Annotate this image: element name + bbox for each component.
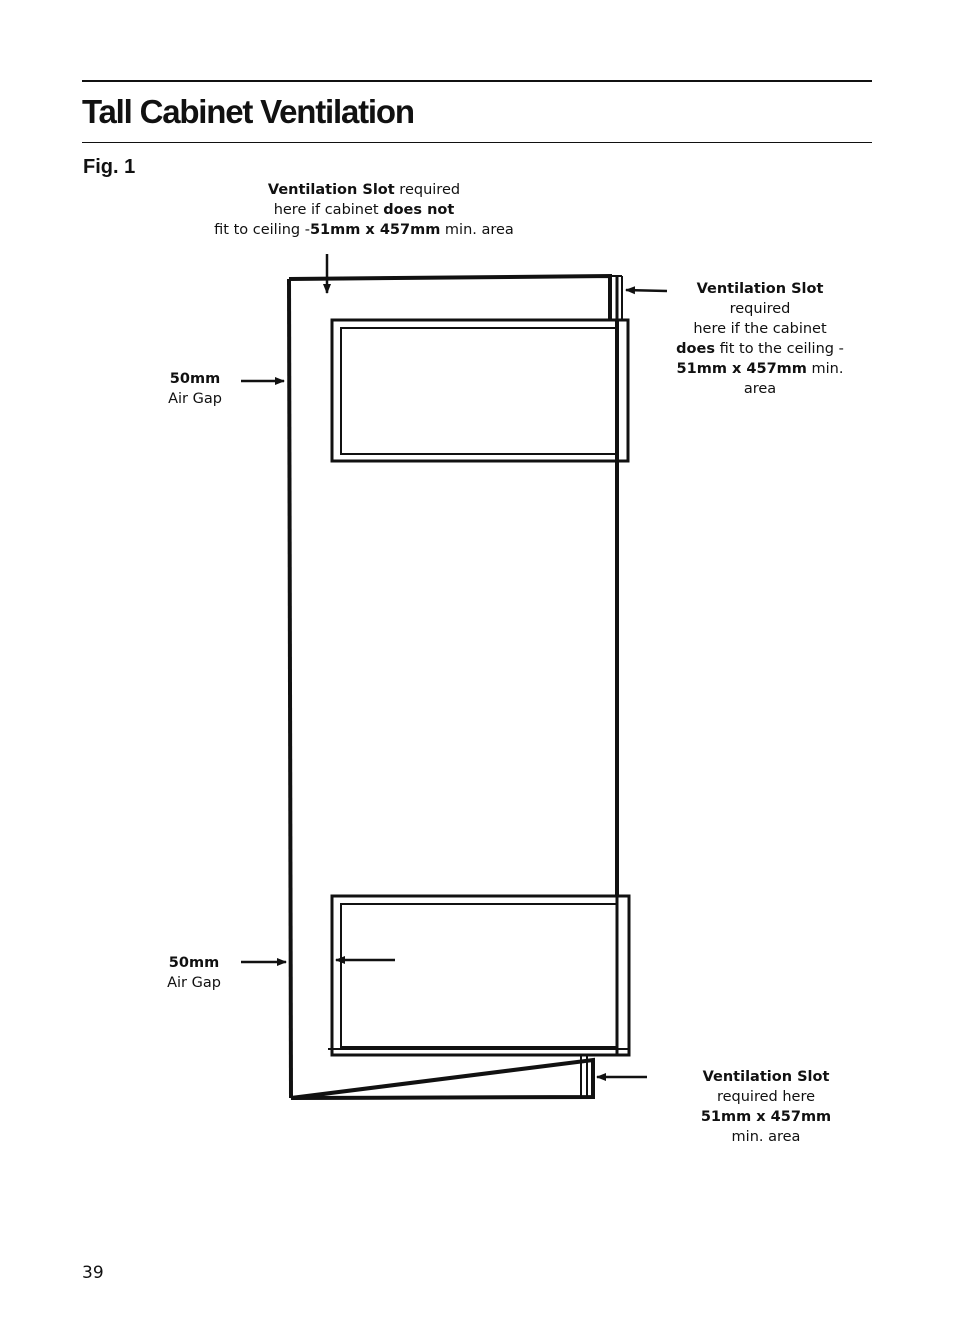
cabinet-left-side	[289, 279, 291, 1098]
right-vent-note-heading: Ventilation Slot	[696, 281, 824, 297]
top-air-gap-label: Air Gap	[168, 391, 222, 407]
bottom-vent-note-dimension: 51mm x 457mm	[700, 1109, 832, 1125]
page-number: 39	[82, 1263, 104, 1283]
cabinet-outline	[289, 276, 617, 1098]
top-vent-note-emphasis: does not	[383, 202, 455, 218]
top-vent-note-text: required	[394, 182, 461, 198]
right-vent-note-text: here if the cabinet	[693, 321, 827, 337]
bottom-vent-note-heading: Ventilation Slot	[702, 1069, 830, 1085]
right-vent-note-dimension: 51mm x 457mm	[676, 361, 807, 377]
right-vent-note-text: fit to the ceiling -	[714, 341, 844, 357]
top-vent-note-text: here if cabinet	[273, 202, 384, 218]
upper-appliance-inner	[341, 328, 617, 454]
right-vent-note-emphasis: does	[676, 341, 715, 357]
bottom-air-gap-label: Air Gap	[167, 975, 221, 991]
page-title: Tall Cabinet Ventilation	[82, 93, 414, 130]
top-vent-note-heading: Ventilation Slot	[267, 182, 395, 198]
top-vent-note-text: min. area	[440, 222, 514, 238]
right-vent-arrow	[626, 290, 667, 291]
top-vent-note-dimension: 51mm x 457mm	[309, 222, 441, 238]
top-air-gap-size: 50mm	[169, 371, 221, 387]
bottom-air-gap-size: 50mm	[168, 955, 220, 971]
bottom-vent-note-text: min. area	[731, 1129, 801, 1145]
right-vent-note-text: area	[743, 381, 777, 397]
bottom-vent-note-text: required here	[716, 1089, 816, 1105]
top-vent-note-text: fit to ceiling -	[214, 222, 310, 238]
right-vent-note-text: required	[729, 301, 791, 317]
lower-appliance-frame	[332, 896, 629, 1055]
upper-appliance-frame	[332, 320, 628, 461]
lower-appliance-inner	[341, 904, 617, 1047]
right-vent-note-text: min.	[806, 361, 844, 377]
figure-label: Fig. 1	[83, 156, 136, 178]
